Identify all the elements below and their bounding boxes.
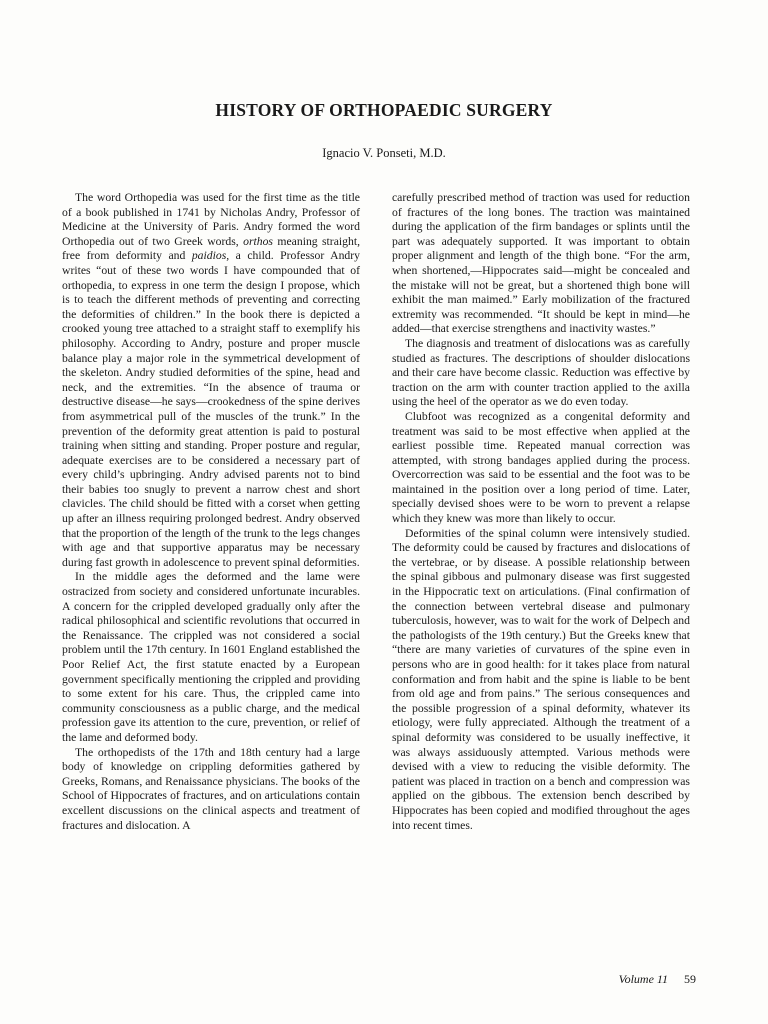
paragraph: In the middle ages the deformed and the lame were ostracized from society and considered unfortunate incurables. A concern for the crippled developed gradually only after the radical philosophical and scientific revolutions that occurred in the Renaissance. The crippled was not considered a social problem until the 17th century. In 1601 England established the Poor Relief Act, the first statute enacted by a European government specifically mentioning the crippled and providing to some extent for his care. Thus, the crippled came into community consciousness as a public charge, and the medical profession gave its attention to the cure, prevention, or relief of the lame and deformed body.: [62, 570, 360, 744]
page-footer: [619, 972, 696, 987]
article-title: HISTORY OF ORTHOPAEDIC SURGERY: [215, 100, 553, 120]
paragraph: Clubfoot was recognized as a congenital deformity and treatment was said to be most effective when applied at the earliest possible time. Repeated manual correction was attempted, with strong bandages applied during the process. Overcorrection was said to be essential and the foot was to be maintained in the position over a long period of time. Later, specially devised shoes were to be worn to prevent a relapse which they knew was more than likely to occur.: [392, 409, 690, 526]
text-run: The word Orthopedia was used for the first time as the title of a book published in 1741 by Nicholas Andry, Professor of Medicine at the University of Paris. Andry formed the word Orthopedia out of two Greek words,: [62, 191, 360, 248]
page-number: 59: [684, 972, 696, 986]
paragraph: The orthopedists of the 17th and 18th century had a large body of knowledge on crippling deformities gathered by Greeks, Romans, and Renaissance physicians. The books of the School of Hippocrates of fractures, and on articulations contain excellent discussions on the clinical aspects and treatment of fractures and dislocation. A: [62, 745, 360, 832]
italic-term: paidios,: [191, 249, 230, 263]
text-run: a child. Professor Andry writes “out of these two words I have compounded that of orthopedia, to express in one term the design I propose, which is to teach the different methods of preventing and correcting the deformities of children.” In the book there is depicted a crooked young tree attached to a straight staff to exemplify his philosophy. According to Andry, posture and proper muscle balance play a major role in the symmetrical development of the skeleton. Andry studied deformities of the spine, head and neck, and the extremities. “In the absence of trauma or destructive disease—he says—crookedness of the spine derives from asymmetrical pull of the muscles of the trunk.” In the prevention of the deformity great attention is paid to postural training when sitting and standing. Proper posture and regular, adequate exercises are to be considered a necessary part of every child’s upbringing. Andry advised parents not to bind their babies too snugly to prevent a narrow chest and short clavicles. The child should be fitted with a corset when getting up after an illness requiring prolonged bedrest. Andry observed that the proportion of the length of the trunk to the legs changes with age and that supportive apparatus may be necessary during fast growth in adolescence to prevent spinal deformities.: [62, 249, 360, 569]
paragraph: Deformities of the spinal column were intensively studied. The deformity could be caused by fractures and dislocations of the vertebrae, or by disease. A possible relationship between the spinal gibbous and pulmonary disease was first suggested in the Hippocratic text on articulations. (Final confirmation of the connection between vertebral disease and pulmonary tuberculosis, however, was to wait for the work of Delpech and the pathologists of the 19th century.) But the Greeks knew that “there are many varieties of curvatures of the spine even in persons who are in good health: for it takes place from natural conformation and from habit and the spine is liable to be bent from old age and from pains.” The serious consequences and the possible progression of a spinal deformity, whatever its etiology, were fully appreciated. Although the treatment of a spinal deformity was considered to be usually ineffective, it was always assiduously attempted. Various methods were devised with a view to reducing the visible deformity. The patient was placed in traction on a bench and compression was applied on the gibbous. The extension bench described by Hippocrates has been copied and modified throughout the ages into recent times.: [392, 526, 690, 832]
italic-term: orthos: [243, 234, 273, 248]
volume-label: Volume 11: [618, 972, 668, 986]
paragraph: The diagnosis and treatment of dislocations was as carefully studied as fractures. The descriptions of shoulder dislocations and their care have become classic. Reduction was effective by traction on the arm with counter traction applied to the axilla using the heel of the operator as we do even today.: [392, 336, 690, 409]
author-line: Ignacio V. Ponseti, M.D.: [322, 146, 446, 160]
paragraph: carefully prescribed method of traction was used for reduction of fractures of the long bones. The traction was maintained during the application of the firm bandages or splints until the part was adequately supported. It was important to obtain proper alignment and length of the thigh bone. “For the arm, when shortened,—Hippocrates said—might be concealed and the mistake will not be great, but a shortened thigh bone will exhibit the man maimed.” Early mobilization of the fractured extremity was recommended. “It should be kept in mind—he added—that exercise strengthens and inactivity wastes.”: [392, 191, 690, 336]
left-column: [62, 191, 360, 833]
right-column: [392, 191, 690, 833]
paragraph: [62, 191, 360, 570]
text-run: meaning straight, free from deformity and: [62, 234, 360, 263]
